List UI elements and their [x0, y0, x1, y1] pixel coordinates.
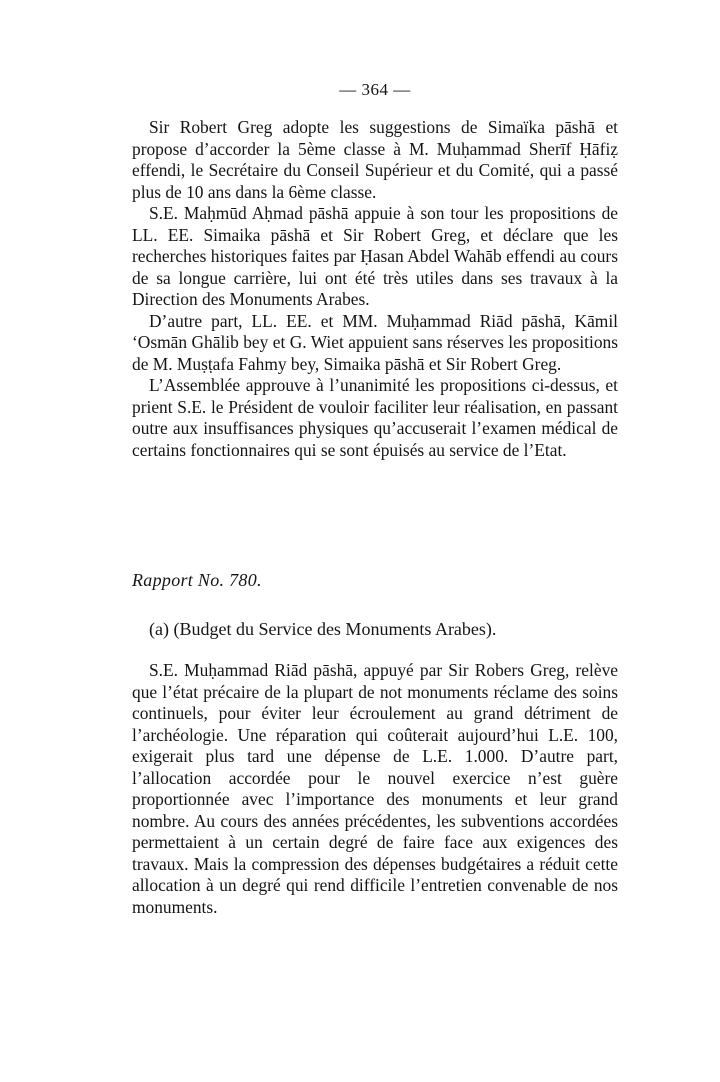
- paragraph: D’autre part, LL. EE. et MM. Muḥammad Riād pāshā, Kāmil ‘Osmān Ghālib bey et G. Wiet appuient sans réserves les propositions de M. Muṣṭafa Fahmy bey, Simaika pāshā et Sir Robert Greg.: [132, 310, 618, 374]
- paragraph: S.E. Maḥmūd Aḥmad pāshā appuie à son tour les propositions de LL. EE. Simaika pāshā et Sir Robert Greg, et déclare que les recherches historiques faites par Ḥasan Abdel Wahāb effendi au cours de sa longue carrière, lui ont été très utiles dans ses travaux à la Direction des Monuments Arabes.: [132, 203, 618, 309]
- paragraph: S.E. Muḥammad Riād pāshā, appuyé par Sir Robers Greg, relève que l’état précaire de la plupart de not monuments réclame des soins continuels, pour éviter leur écroulement au grand détriment de l’archéologie. Une réparation qui coûterait aujourd’hui L.E. 100, exigerait plus tard une dépense de L.E. 1.000. D’autre part, l’allocation accordée pour le nouvel exercice n’est guère proportionnée avec l’importance des monuments et leur grand nombre. Au cours des années précédentes, les subventions accordées permettaient à un certain degré de faire face aux exigences des travaux. Mais la compression des dépenses budgétaires a réduit cette allocation à un degré qui rend difficile l’entretien convenable de nos monuments.: [132, 660, 618, 917]
- paragraph: L’Assemblée approuve à l’unanimité les propositions ci-dessus, et prient S.E. le Président de vouloir faciliter leur réalisation, en passant outre aux insuffisances physiques qu’accuserait l’examen médical de certains fonctionnaires qui se sont épuisés au service de l’Etat.: [132, 375, 618, 460]
- top-text-block: [132, 117, 618, 461]
- report-title: Rapport No. 780.: [132, 570, 262, 590]
- page-number: — 364 —: [339, 80, 411, 99]
- paragraph: Sir Robert Greg adopte les suggestions de Simaïka pāshā et propose d’accorder la 5ème classe à M. Muḥammad Sherīf Ḥāfiẓ effendi, le Secrétaire du Conseil Supérieur et du Comité, qui a passé plus de 10 ans dans la 6ème classe.: [132, 117, 618, 202]
- bottom-text-block: [132, 660, 618, 918]
- report-subheading: (a) (Budget du Service des Monuments Arabes).: [149, 619, 497, 639]
